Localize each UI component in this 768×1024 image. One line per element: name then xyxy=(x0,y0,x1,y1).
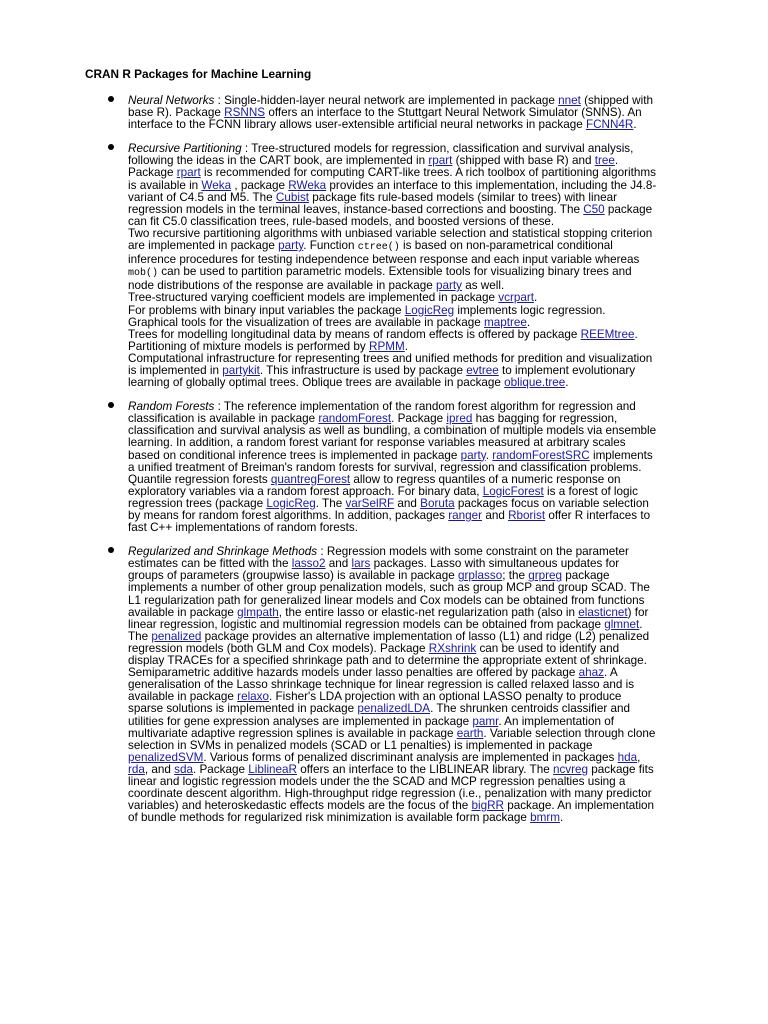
body-text: and xyxy=(482,509,509,522)
paragraph xyxy=(128,143,658,228)
body-text: has bagging for regression, classification and survival analysis as well as bundling, a combination of multiple models via ensemble learning. In addition, a random forest variant for response variables measured at arbitrary scales based on conditional inference trees is implemented in package xyxy=(128,412,657,462)
package-link[interactable]: maptree xyxy=(484,315,527,329)
body-text: package implements a number of other group penalization models, such as group MCP and group SCAD. The L1 regularization path for generalized linear models and Cox models can be obtained from functions available in package xyxy=(128,569,650,619)
package-link[interactable]: ahaz xyxy=(578,666,605,680)
package-link[interactable]: glmpath xyxy=(237,605,279,619)
body-text: : Tree-structured models for regression, classification and survival analysis, following the ideas in the CART book, are implemented in xyxy=(128,142,634,168)
package-link[interactable]: rda xyxy=(128,762,145,776)
package-link[interactable]: lasso2 xyxy=(291,557,326,571)
package-link[interactable]: party xyxy=(435,279,462,293)
package-link[interactable]: sda xyxy=(174,762,194,776)
paragraph xyxy=(128,228,658,292)
body-text: Two recursive partitioning algorithms with unbiased variable selection and statistical stopping criterion are implemented in package xyxy=(128,226,653,253)
package-link[interactable]: penalized xyxy=(151,629,202,643)
package-link[interactable]: Weka xyxy=(201,178,232,192)
package-list xyxy=(0,95,768,836)
body-text: implements logic regression. Graphical tools for the visualization of trees are available in package xyxy=(128,303,606,329)
section-heading: Recursive Partitioning xyxy=(128,142,242,156)
package-link[interactable]: party xyxy=(460,448,486,462)
body-text: package provides an alternative implementation of lasso (L1) and ridge (L2) penalized regression models (both GLM and Cox models). Package xyxy=(128,629,650,655)
package-link[interactable]: pamr xyxy=(472,714,499,728)
package-link[interactable]: LogicForest xyxy=(482,484,544,498)
package-link[interactable]: ipred xyxy=(446,412,473,426)
package-link[interactable]: grpreg xyxy=(528,569,563,583)
body-text: ) for linear regression, logistic and multinomial regression models can be obtained from package xyxy=(128,605,649,631)
package-link[interactable]: party xyxy=(278,239,304,253)
package-link[interactable]: randomForestSRC xyxy=(492,448,590,462)
body-text: . xyxy=(534,291,538,305)
body-text: and xyxy=(394,496,421,510)
body-text: implements a unified treatment of Breiman's random forests for survival, regression and classification problems. Quantile regression forests xyxy=(128,448,653,486)
body-text: as well. xyxy=(461,279,505,293)
package-link[interactable]: RWeka xyxy=(288,178,327,192)
body-text: : Single-hidden-layer neural network are implemented in package xyxy=(214,94,559,107)
body-text: Tree-structured varying coefficient models are implemented in package xyxy=(128,291,499,305)
body-text: . Partitioning of mixture models is performed by xyxy=(128,327,638,353)
body-text: package fits linear and logistic regression models under the the SCAD and MCP regression penalties using a coordinate descent algorithm. High-throughput ridge regression (i.e., penalization with many predictor variables) and heteroskedastic effects models are the focus of the xyxy=(128,762,654,813)
body-text: , and xyxy=(144,762,175,776)
package-link[interactable]: Boruta xyxy=(420,496,455,510)
package-link[interactable]: penalizedSVM xyxy=(128,750,204,764)
body-text: is based on non-parametrical conditional inference procedures for testing independence between response and each input variable whereas xyxy=(128,239,640,267)
package-link[interactable]: partykit xyxy=(222,363,260,377)
body-text: packages. Lasso with simultaneous updates for groups of parameters (groupwise lasso) is available in package xyxy=(128,557,620,583)
body-text: offers an interface to the LIBLINEAR library. The xyxy=(296,762,553,776)
body-text: . Package xyxy=(128,154,619,180)
body-text: . xyxy=(404,339,408,353)
package-link[interactable]: lars xyxy=(351,557,371,571)
body-text: package can fit C5.0 classification trees, rule-based models, and boosted versions of these. xyxy=(128,202,653,228)
package-link[interactable]: LogicReg xyxy=(266,496,316,510)
package-link[interactable]: varSelRF xyxy=(345,496,395,510)
section-heading: Regularized and Shrinkage Methods xyxy=(128,545,318,559)
package-link[interactable]: evtree xyxy=(466,363,499,377)
package-link[interactable]: RPMM xyxy=(369,339,405,353)
bullet-icon xyxy=(108,402,114,408)
package-link[interactable]: ranger xyxy=(448,509,483,522)
body-text: . This infrastructure is used by package xyxy=(259,363,467,377)
paragraph xyxy=(128,95,658,131)
package-link[interactable]: RXshrink xyxy=(428,641,477,655)
body-text: is recommended for computing CART-like trees. A rich toolbox of partitioning algorithms is available in xyxy=(128,166,656,192)
body-text: . The xyxy=(128,617,643,643)
function-code: ctree() xyxy=(357,242,400,254)
body-text: and xyxy=(325,557,352,571)
body-text: . xyxy=(560,811,564,825)
paragraph xyxy=(128,546,658,824)
body-text: allow to regress quantiles of a numeric response on exploratory variables via a random forest approach. For binary data, xyxy=(128,472,621,498)
package-link[interactable]: Cubist xyxy=(275,190,310,204)
body-text: . xyxy=(485,448,493,462)
package-link[interactable]: relaxo xyxy=(237,690,270,704)
package-link[interactable]: LogicReg xyxy=(404,303,455,317)
package-link[interactable]: rpart xyxy=(176,166,201,180)
body-text: offer R interfaces to fast C++ implementations of random forests. xyxy=(128,509,651,535)
body-text: . xyxy=(526,315,531,329)
list-item xyxy=(0,401,658,534)
body-text: . xyxy=(565,376,569,390)
function-code: mob() xyxy=(128,268,159,280)
body-text: , package xyxy=(231,178,289,192)
package-link[interactable]: hda xyxy=(617,750,638,764)
body-text: . A generalisation of the Lasso shrinkage technique for linear regression is called relaxed lasso and is available in package xyxy=(128,666,635,704)
paragraph xyxy=(128,401,658,534)
body-text: package fits rule-based models (similar to trees) with linear regression models in the terminal leaves, instance-based corrections and boosting. The xyxy=(128,190,617,216)
list-item xyxy=(0,546,658,824)
body-text: . The xyxy=(315,496,346,510)
body-text: can be used to partition parametric models. Extensible tools for visualizing binary trees and node distributions of the response are available in package xyxy=(128,265,632,293)
body-text: (shipped with base R). Package xyxy=(128,94,653,120)
package-link[interactable]: RSNNS xyxy=(224,106,266,120)
body-text: , the entire lasso or elastic-net regularization path (also in xyxy=(278,605,579,619)
package-link[interactable]: LiblineaR xyxy=(248,762,297,776)
body-text: . Various forms of penalized discriminant analysis are implemented in packages xyxy=(203,750,618,764)
section-heading: Neural Networks xyxy=(128,94,215,107)
body-text: (shipped with base R) and xyxy=(452,154,595,168)
body-text: package. An implementation of bundle methods for regularized risk minimization is available form package xyxy=(128,799,655,825)
package-link[interactable]: tree xyxy=(594,154,615,168)
package-link[interactable]: C50 xyxy=(583,202,605,216)
package-link[interactable]: quantregForest xyxy=(270,472,351,486)
package-link[interactable]: REEMtree xyxy=(580,327,635,341)
body-text: . The shrunken centroids classifier and utilities for gene expression analyses are implemented in package xyxy=(128,702,630,728)
body-text: . An implementation of multivariate adaptive regression splines is available in package xyxy=(128,714,614,740)
package-link[interactable]: rpart xyxy=(428,154,453,168)
package-link[interactable]: ncvreg xyxy=(552,762,589,776)
body-text: offers an interface to the Stuttgart Neural Network Simulator (SNNS). An interface to the FCNN library allows user-extensible artificial neural networks in package xyxy=(128,106,642,132)
body-text: . Package xyxy=(193,762,249,776)
package-link[interactable]: glmnet xyxy=(604,617,640,631)
body-text: packages focus on variable selection by means for random forest algorithms. In addition, packages xyxy=(128,496,649,522)
body-text: , xyxy=(637,750,641,764)
package-link[interactable]: bigRR xyxy=(471,799,504,813)
package-link[interactable]: bmrm xyxy=(530,811,560,825)
body-text: : The reference implementation of the random forest algorithm for regression and classification is available in package xyxy=(128,400,636,426)
body-text: . Function xyxy=(303,239,358,253)
page-title: CRAN R Packages for Machine Learning xyxy=(85,67,312,81)
package-link[interactable]: vcrpart xyxy=(498,291,535,305)
body-text: . Fisher's LDA projection with an optional LASSO penalty to produce sparse solutions is implemented in package xyxy=(128,690,622,716)
body-text: provides an interface to this implementation, including the J4.8-variant of C4.5 and M5. The xyxy=(128,178,657,204)
bullet-icon xyxy=(108,547,114,553)
body-text: . Package xyxy=(391,412,447,426)
body-text: Computational infrastructure for representing trees and unified methods for predition and visualization is implemented in xyxy=(128,351,653,377)
package-link[interactable]: earth xyxy=(456,726,484,740)
package-link[interactable]: oblique.tree xyxy=(504,376,566,390)
section-heading: Random Forests xyxy=(128,400,215,414)
body-text: . Variable selection through clone selection in SVMs in penalized models (SCAD or L1 penalties) is implemented in package xyxy=(128,726,656,752)
package-link[interactable]: grplasso xyxy=(458,569,503,583)
body-text: to implement evolutionary learning of globally optimal trees. Oblique trees are available in package xyxy=(128,363,636,390)
body-text: For problems with binary input variables the package xyxy=(128,303,405,317)
package-link[interactable]: randomForest xyxy=(318,412,392,426)
paragraph xyxy=(128,329,658,353)
package-link[interactable]: FCNN4R xyxy=(585,118,634,132)
paragraph xyxy=(128,305,658,329)
bullet-icon xyxy=(108,144,114,150)
paragraph xyxy=(128,353,658,389)
body-text: Trees for modelling longitudinal data by means of random effects is offered by package xyxy=(128,327,581,341)
package-link[interactable]: nnet xyxy=(558,94,581,107)
package-link[interactable]: Rborist xyxy=(508,509,546,522)
list-item xyxy=(0,143,658,389)
body-text: ; the xyxy=(502,569,529,583)
body-text: is a forest of logic regression trees (package xyxy=(128,484,638,510)
bullet-icon xyxy=(108,96,114,102)
package-link[interactable]: elasticnet xyxy=(578,605,628,619)
package-link[interactable]: penalizedLDA xyxy=(357,702,431,716)
body-text: can be used to identify and display TRACEs for a specified shrinkage path and to determine the appropriate extent of shrinkage. Semiparametric additive hazards models under lasso penalties are offered by package xyxy=(128,641,647,680)
body-text: . xyxy=(633,118,637,132)
list-item xyxy=(0,95,658,131)
body-text: : Regression models with some constraint on the parameter estimates can be fitted with the xyxy=(128,545,629,571)
